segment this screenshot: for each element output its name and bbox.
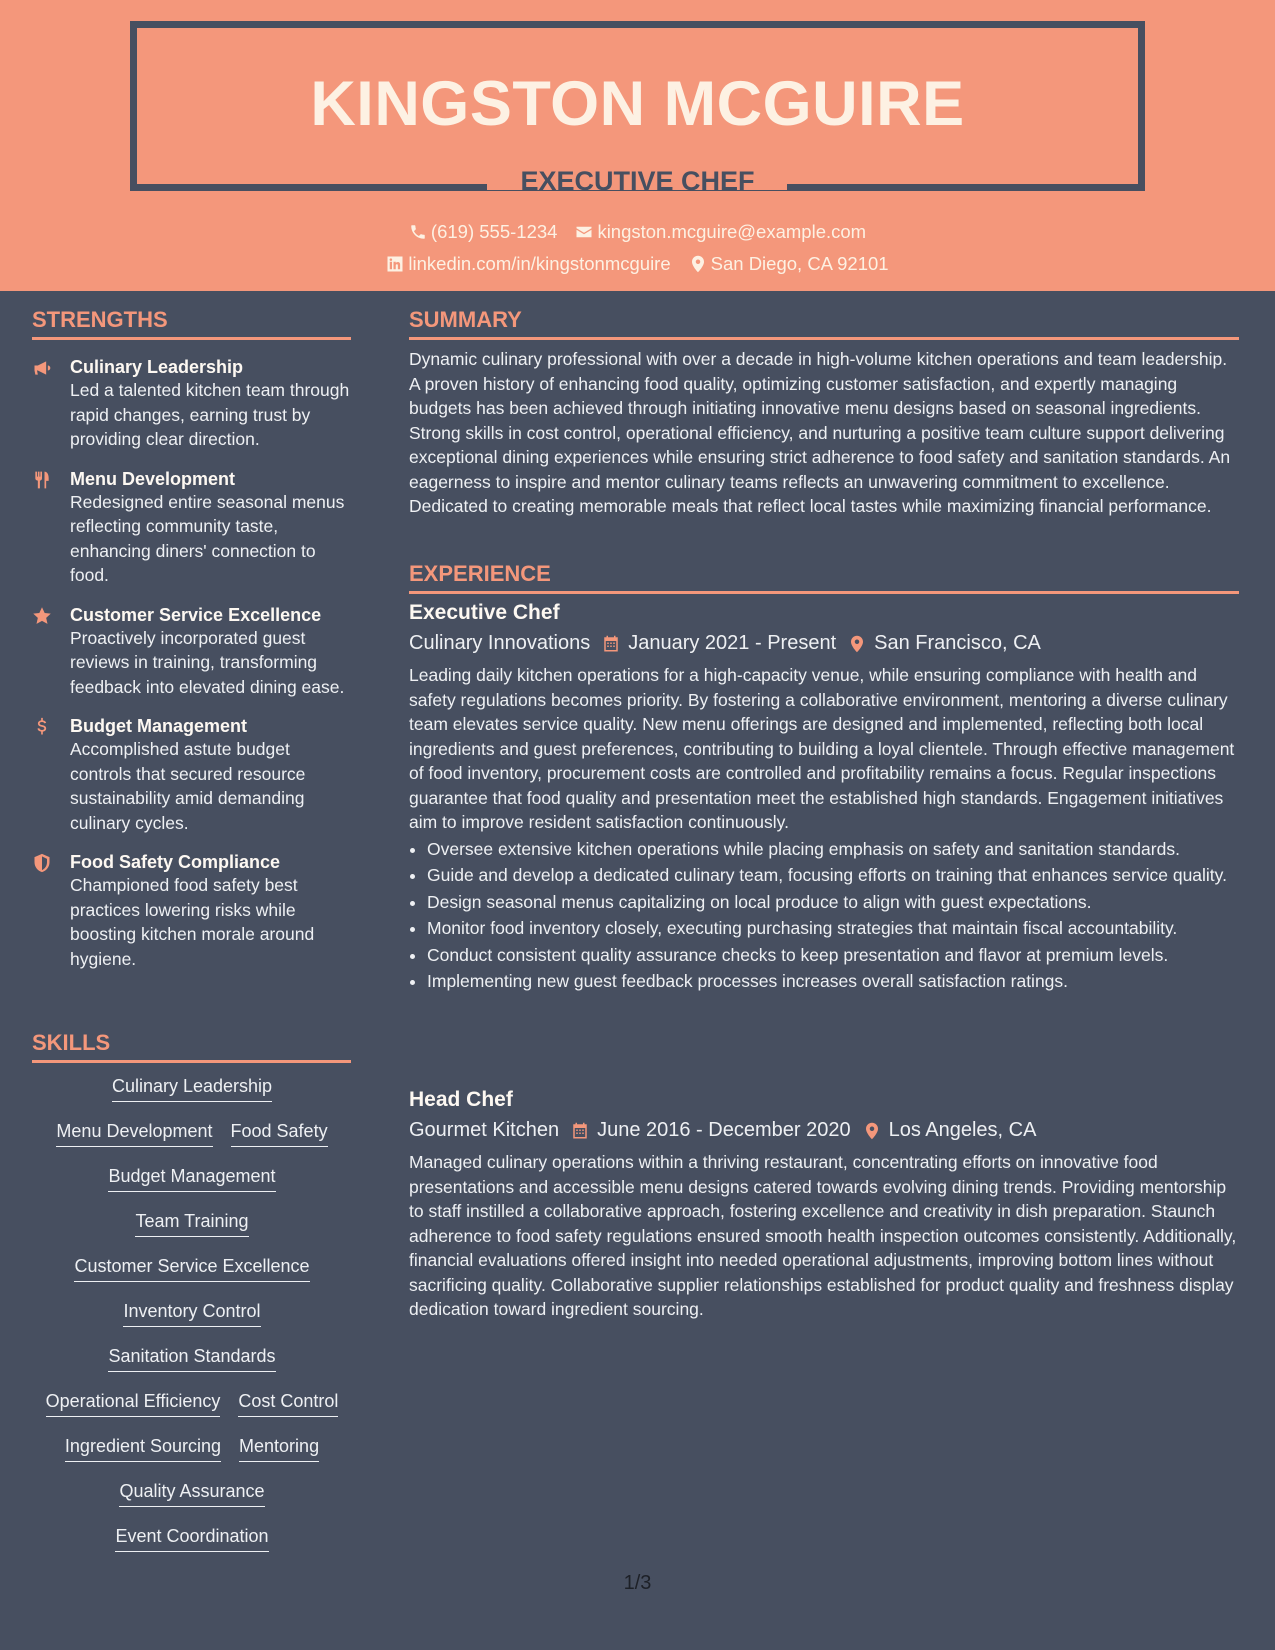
skill-tag: Culinary Leadership — [112, 1076, 272, 1102]
skill-tag: Cost Control — [238, 1391, 338, 1417]
skill-tag: Menu Development — [56, 1121, 212, 1147]
candidate-name: KINGSTON MCGUIRE — [310, 69, 965, 139]
skill-tag: Food Safety — [231, 1121, 328, 1147]
strength-title: Menu Development — [70, 468, 236, 489]
strength-desc: Accomplished astute budget controls that secured resource sustainability amid demanding culinary cycles. — [70, 739, 306, 833]
strength-desc: Redesigned entire seasonal menus reflecting community taste, enhancing diners' connection to food. — [70, 491, 345, 585]
job-bullet: • Implementing new guest feedback processes increases overall satisfaction ratings. — [427, 969, 1239, 994]
skill-tag: Team Training — [135, 1211, 248, 1237]
job-title: EXECUTIVE CHEF — [520, 166, 755, 196]
strengths-heading: STRENGTHS — [32, 307, 351, 340]
location-text: San Diego, CA 92101 — [710, 253, 889, 274]
job-location-text: San Francisco, CA — [874, 632, 1041, 654]
strength-item — [32, 715, 352, 835]
skill-row — [32, 1481, 352, 1526]
strength-item — [32, 851, 352, 971]
summary-heading: SUMMARY — [409, 307, 1239, 340]
utensils-icon — [32, 470, 52, 490]
skill-tag: Sanitation Standards — [108, 1346, 275, 1372]
location-contact — [689, 253, 889, 275]
linkedin-icon — [386, 255, 404, 273]
job-dates — [571, 1119, 851, 1142]
skill-row — [32, 1256, 352, 1301]
email-text: kingston.mcguire@example.com — [597, 221, 867, 242]
linkedin-contact[interactable] — [386, 253, 670, 275]
job-description: Managed culinary operations within a thriving restaurant, concentrating efforts on innovative food presentations and accessible menu designs catered towards evolving dining trends. Providing mentorship to staff instilled a collaborative approach, fostering excellence and creativity in dish preparation. Staunch adherence to food safety regulations ensured smooth health inspection outcomes consistently. Additionally, financial evaluations offered insight into needed operational adjustments, improving bottom lines without sacrificing quality. Collaborative supplier relationships established for product quality and freshness display dedication toward ingredient sourcing. — [409, 1152, 1237, 1319]
strength-title: Food Safety Compliance — [70, 852, 281, 872]
email-contact[interactable] — [575, 221, 866, 243]
star-icon — [32, 606, 52, 626]
skill-row — [32, 1121, 352, 1166]
skill-row — [32, 1166, 352, 1211]
strength-item — [32, 356, 352, 452]
skill-row — [32, 1301, 352, 1346]
job-meta — [409, 632, 1239, 655]
skill-tag: Inventory Control — [123, 1301, 260, 1327]
company-name: Culinary Innovations — [409, 632, 591, 654]
job-bullet: • Monitor food inventory closely, executing purchasing strategies that maintain fiscal accountability. — [427, 916, 1239, 941]
job-bullet: • Design seasonal menus capitalizing on local produce to align with guest expectations. — [427, 890, 1239, 915]
company-name: Gourmet Kitchen — [409, 1119, 560, 1141]
dollar-icon — [32, 717, 52, 737]
job-bullet: • Guide and develop a dedicated culinary team, focusing efforts on training that enhances service quality. — [427, 863, 1239, 888]
page-number: 1/3 — [623, 1572, 652, 1594]
map-pin-icon — [689, 255, 707, 273]
job-location — [848, 632, 1041, 655]
job-bullet: • Oversee extensive kitchen operations while placing emphasis on safety and sanitation standards. — [427, 837, 1239, 862]
job-dates-text: January 2021 - Present — [628, 632, 837, 654]
strength-desc: Championed food safety best practices lowering risks while boosting kitchen morale around hygiene. — [70, 875, 315, 969]
strengths-list — [32, 356, 352, 987]
strength-desc: Proactively incorporated guest reviews in training, transforming feedback into elevated dining ease. — [70, 627, 345, 697]
strength-title: Culinary Leadership — [70, 357, 244, 377]
skill-tag: Ingredient Sourcing — [65, 1436, 221, 1462]
job-bullets — [409, 837, 1239, 994]
phone-contact[interactable] — [409, 221, 558, 243]
skill-tag: Event Coordination — [115, 1526, 268, 1552]
experience-heading: EXPERIENCE — [409, 561, 1239, 594]
skill-tag: Budget Management — [108, 1166, 275, 1192]
shield-icon — [32, 853, 52, 873]
skill-row — [32, 1436, 352, 1481]
job-description: Leading daily kitchen operations for a high-capacity venue, while ensuring compliance with health and safety regulations becomes priority. By fostering a collaborative environment, mentoring a diverse culinary team elevates service quality. New menu offerings are designed and implemented, reflecting both local ingredients and guest preferences, contributing to building a loyal clientele. Through effective management of food inventory, procurement costs are controlled and profitability remains a focus. Regular inspections guarantee that food quality and presentation meet the established high standards. Engagement initiatives aim to improve resident satisfaction continuously. — [409, 665, 1235, 832]
skill-row — [32, 1391, 352, 1436]
summary-text: Dynamic culinary professional with over a decade in high-volume kitchen operations and team leadership. A proven history of enhancing food quality, optimizing customer satisfaction, and expertly managing budgets has been achieved through initiating innovative menu designs based on seasonal ingredients. Strong skills in cost control, operational efficiency, and nurturing a positive team culture support delivering exceptional dining experiences while ensuring strict adherence to food safety and sanitation standards. An eagerness to inspire and mentor culinary teams reflects an unwavering commitment to excellence. Dedicated to creating memorable meals that reflect local tastes while maximizing financial performance. — [409, 349, 1231, 516]
job-location-text: Los Angeles, CA — [888, 1119, 1037, 1141]
megaphone-icon — [32, 358, 52, 378]
resume-header — [0, 0, 1275, 291]
envelope-icon — [575, 223, 593, 241]
skill-row — [32, 1346, 352, 1391]
job-title: Executive Chef — [409, 601, 560, 624]
skills-heading: SKILLS — [32, 1030, 351, 1063]
job-location — [863, 1119, 1037, 1142]
phone-text: (619) 555-1234 — [430, 221, 558, 242]
skill-tag: Mentoring — [239, 1436, 319, 1462]
strength-title: Budget Management — [70, 716, 248, 736]
map-pin-icon — [848, 634, 866, 654]
contact-row — [0, 221, 1275, 243]
skill-row — [32, 1076, 352, 1121]
strength-desc: Led a talented kitchen team through rapid changes, earning trust by providing clear direction. — [70, 380, 350, 449]
strength-title: Customer Service Excellence — [70, 604, 322, 625]
job-dates-text: June 2016 - December 2020 — [597, 1119, 851, 1141]
map-pin-icon — [863, 1121, 881, 1141]
skill-row — [32, 1526, 352, 1571]
linkedin-text: linkedin.com/in/kingstonmcguire — [408, 253, 671, 274]
job-entry — [409, 1088, 1239, 1322]
job-dates — [602, 632, 836, 655]
skill-tag: Customer Service Excellence — [74, 1256, 309, 1282]
skill-row — [32, 1211, 352, 1256]
strength-item — [32, 604, 352, 700]
job-title: Head Chef — [409, 1088, 513, 1111]
contact-row — [0, 253, 1275, 275]
job-bullet: • Conduct consistent quality assurance checks to keep presentation and flavor at premium levels. — [427, 943, 1239, 968]
strength-item — [32, 468, 352, 588]
skill-tag: Operational Efficiency — [46, 1391, 221, 1417]
phone-icon — [409, 223, 427, 241]
skill-tag: Quality Assurance — [119, 1481, 264, 1507]
job-entry — [409, 601, 1239, 996]
calendar-icon — [602, 634, 620, 654]
calendar-icon — [571, 1121, 589, 1141]
job-meta — [409, 1119, 1239, 1142]
skills-list — [32, 1076, 352, 1571]
